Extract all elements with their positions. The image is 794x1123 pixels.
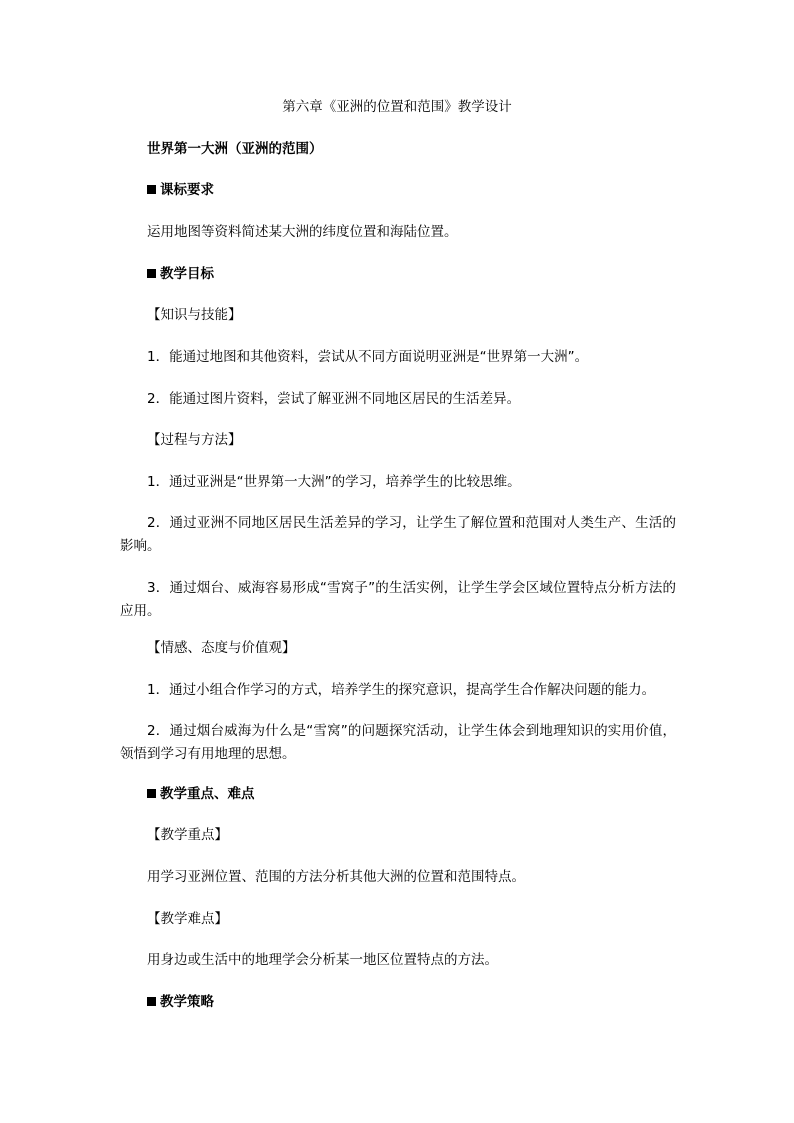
section-heading-key-points: 教学重点、难点 bbox=[147, 785, 255, 803]
knowledge-item: 2．能通过图片资料，尝试了解亚洲不同地区居民的生活差异。 bbox=[147, 391, 521, 407]
section-heading-curriculum: 课标要求 bbox=[147, 181, 214, 199]
focus-text: 用学习亚洲位置、范围的方法分析其他大洲的位置和范围特点。 bbox=[147, 869, 525, 885]
section-heading-strategy: 教学策略 bbox=[147, 993, 214, 1011]
focus-label: 【教学重点】 bbox=[147, 827, 228, 843]
emotion-item: 1．通过小组合作学习的方式，培养学生的探究意识，提高学生合作解决问题的能力。 bbox=[147, 682, 656, 698]
process-item: 3．通过烟台、威海容易形成“雪窝子”的生活实例，让学生学会区域位置特点分析方法的应用。 bbox=[120, 580, 676, 619]
emotion-label: 【情感、态度与价值观】 bbox=[147, 640, 296, 656]
lesson-heading: 世界第一大洲（亚洲的范围） bbox=[147, 141, 323, 157]
emotion-item: 2．通过烟台威海为什么是“雪窝”的问题探究活动，让学生体会到地理知识的实用价值，领悟到学习有用地理的思想。 bbox=[120, 723, 676, 762]
difficulty-label: 【教学难点】 bbox=[147, 911, 228, 927]
square-bullet-icon bbox=[147, 185, 156, 194]
section-heading-goals: 教学目标 bbox=[147, 265, 214, 283]
process-item: 2．通过亚洲不同地区居民生活差异的学习，让学生了解位置和范围对人类生产、生活的影响。 bbox=[120, 515, 676, 554]
knowledge-item: 1．能通过地图和其他资料，尝试从不同方面说明亚洲是“世界第一大洲”。 bbox=[147, 349, 589, 365]
square-bullet-icon bbox=[147, 789, 156, 798]
difficulty-text: 用身边或生活中的地理学会分析某一地区位置特点的方法。 bbox=[147, 952, 498, 968]
curriculum-text: 运用地图等资料简述某大洲的纬度位置和海陆位置。 bbox=[147, 224, 458, 240]
square-bullet-icon bbox=[147, 269, 156, 278]
square-bullet-icon bbox=[147, 997, 156, 1006]
document-title: 第六章《亚洲的位置和范围》教学设计 bbox=[282, 99, 512, 115]
process-label: 【过程与方法】 bbox=[147, 432, 242, 448]
process-item: 1．通过亚洲是“世界第一大洲”的学习，培养学生的比较思维。 bbox=[147, 474, 521, 490]
knowledge-label: 【知识与技能】 bbox=[147, 307, 242, 323]
